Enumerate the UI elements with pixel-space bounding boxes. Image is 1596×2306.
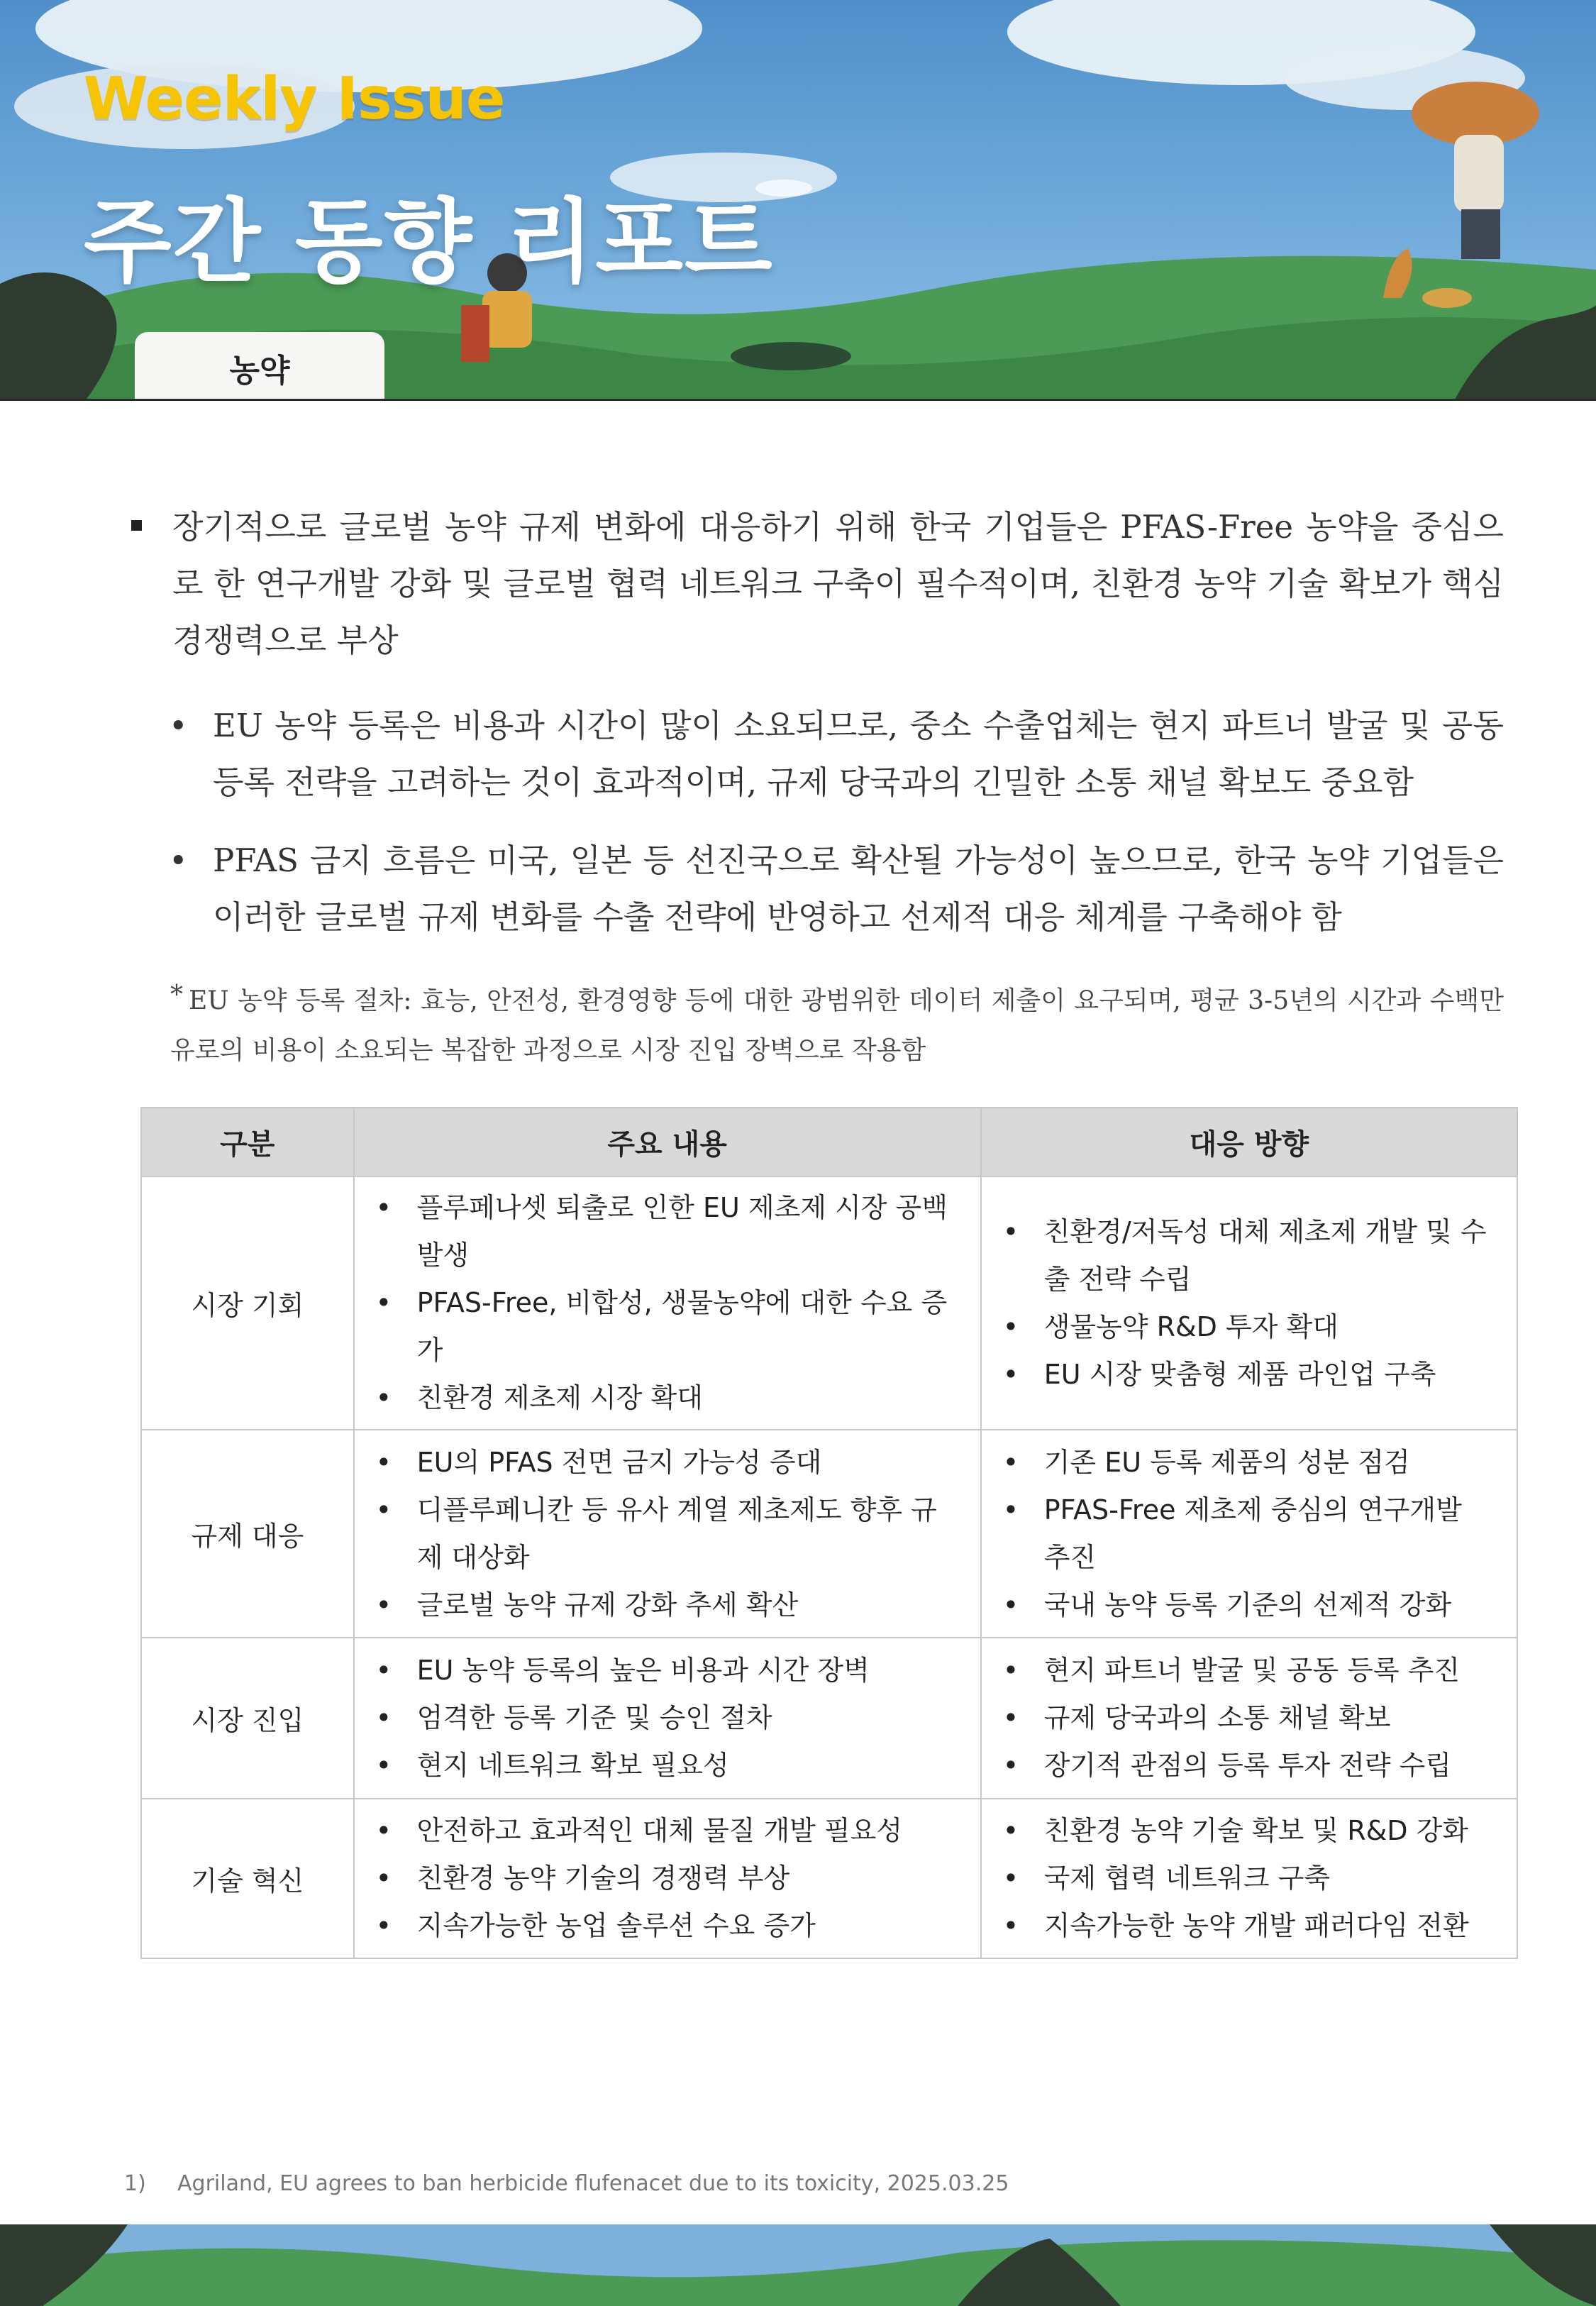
source-number: 1) [124,2171,146,2196]
response-cell [981,1176,1517,1430]
sub-bullet [169,697,1504,811]
table-row [141,1799,1517,1958]
sub-bullet-text: PFAS 금지 흐름은 미국, 일본 등 선진국으로 확산될 가능성이 높으므로, 한국 농약 기업들은 이러한 글로벌 규제 변화를 수출 전략에 반영하고 선제적 대응 체계를 구축해야 함 [213,842,1504,936]
content-cell [354,1430,981,1638]
content-cell [354,1176,981,1430]
column-header: 주요 내용 [354,1108,981,1176]
list-item: • 현지 파트너 발굴 및 공동 등록 추진 [1003,1647,1495,1694]
footer-banner [0,2224,1596,2306]
list-item: • 엄격한 등록 기준 및 승인 절차 [376,1694,959,1742]
list-item: • EU 시장 맞춤형 제품 라인업 구축 [1003,1351,1495,1399]
list-item: • 지속가능한 농업 솔루션 수요 증가 [376,1902,959,1950]
row-category: 규제 대응 [141,1430,354,1638]
page-title: 주간 동향 리포트 [84,189,774,295]
table-row [141,1638,1517,1799]
list-item: • 국내 농약 등록 기준의 선제적 강화 [1003,1582,1495,1629]
source-citation [124,2171,1009,2196]
column-header: 구분 [141,1108,354,1176]
list-item: • EU의 PFAS 전면 금지 가능성 증대 [376,1439,959,1486]
list-item: • 디플루페니칸 등 유사 계열 제초제도 향후 규제 대상화 [376,1486,959,1582]
list-item: • 친환경/저독성 대체 제초제 개발 및 수출 전략 수립 [1003,1208,1495,1303]
list-item: • 친환경 농약 기술의 경쟁력 부상 [376,1855,959,1902]
list-item: • PFAS-Free, 비합성, 생물농약에 대한 수요 증가 [376,1279,959,1374]
list-item: • EU 농약 등록의 높은 비용과 시간 장벽 [376,1647,959,1694]
list-item: • 글로벌 농약 규제 강화 추세 확산 [376,1582,959,1629]
row-category: 기술 혁신 [141,1799,354,1958]
list-item: • 안전하고 효과적인 대체 물질 개발 필요성 [376,1807,959,1855]
list-item: • 지속가능한 농약 개발 패러다임 전환 [1003,1902,1495,1950]
response-cell [981,1638,1517,1799]
source-text: Agriland, EU agrees to ban herbicide flufenacet due to its toxicity, 2025.03.25 [177,2171,1009,2196]
list-item: • PFAS-Free 제초제 중심의 연구개발 추진 [1003,1486,1495,1582]
footer-illustration [0,2224,1596,2306]
list-item: • 친환경 농약 기술 확보 및 R&D 강화 [1003,1807,1495,1855]
footnote-text: EU 농약 등록 절차: 효능, 안전성, 환경영향 등에 대한 광범위한 데이터 제출이 요구되며, 평균 3-5년의 시간과 수백만 유로의 비용이 소요되는 복잡한 과정으로 시장 진입 장벽으로 작용함 [170,986,1504,1065]
list-item: • 현지 네트워크 확보 필요성 [376,1742,959,1789]
banner-divider [0,399,1596,401]
column-header: 대응 방향 [981,1108,1517,1176]
list-item: • 국제 협력 네트워크 구축 [1003,1855,1495,1902]
content-cell [354,1638,981,1799]
row-category: 시장 진입 [141,1638,354,1799]
square-bullet-icon [131,520,142,531]
list-item: • 플루페나셋 퇴출로 인한 EU 제초제 시장 공백 발생 [376,1184,959,1279]
list-item: • 생물농약 R&D 투자 확대 [1003,1303,1495,1351]
footnote [170,971,1504,1076]
list-item: • 장기적 관점의 등록 투자 전략 수립 [1003,1742,1495,1789]
sub-bullet [169,832,1504,946]
dot-bullet-icon: • [169,842,188,879]
table-row [141,1430,1517,1638]
main-bullet [131,499,1504,669]
strategy-table [140,1107,1518,1959]
category-tab: 농약 [135,332,384,401]
table-row [141,1176,1517,1430]
list-item: • 규제 당국과의 소통 채널 확보 [1003,1694,1495,1742]
weekly-issue-kicker: Weekly Issue [84,65,505,133]
main-bullet-text: 장기적으로 글로벌 농약 규제 변화에 대응하기 위해 한국 기업들은 PFAS-Free 농약을 중심으로 한 연구개발 강화 및 글로벌 협력 네트워크 구축이 필수적이며, 친환경 농약 기술 확보가 핵심 경쟁력으로 부상 [172,508,1504,659]
sub-bullet-text: EU 농약 등록은 비용과 시간이 많이 소요되므로, 중소 수출업체는 현지 파트너 발굴 및 공동 등록 전략을 고려하는 것이 효과적이며, 규제 당국과의 긴밀한 소통 채널 확보도 중요함 [213,707,1504,801]
footnote-mark: * [170,981,183,1010]
header-banner [0,0,1596,401]
list-item: • 친환경 제초제 시장 확대 [376,1374,959,1422]
dot-bullet-icon: • [169,707,188,744]
row-category: 시장 기회 [141,1176,354,1430]
response-cell [981,1430,1517,1638]
list-item: • 기존 EU 등록 제품의 성분 점검 [1003,1439,1495,1486]
table-header-row [141,1108,1517,1176]
content-cell [354,1799,981,1958]
response-cell [981,1799,1517,1958]
